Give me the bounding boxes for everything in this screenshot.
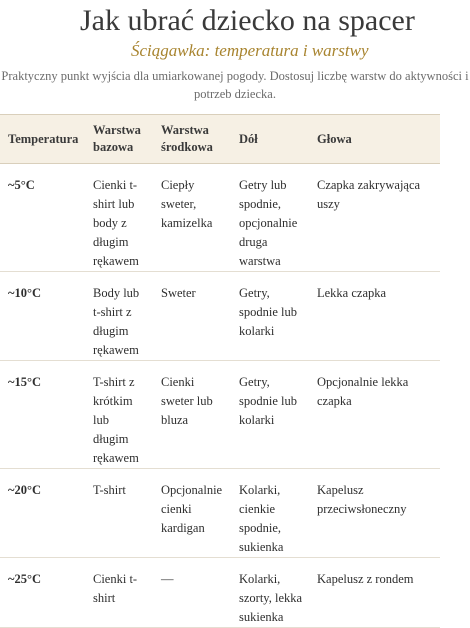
- intro-text: Praktyczny punkt wyjścia dla umiarkowanej pogody. Dostosuj liczbę warstw do aktywności i potrzeb dziecka.: [1, 69, 469, 101]
- cell-bottom: Getry, spodnie lub kolarki: [231, 272, 309, 361]
- table-header-row: [0, 115, 440, 164]
- cell-head: Opcjonalnie lekka czapka: [309, 361, 440, 469]
- column-header-head: Głowa: [317, 131, 352, 146]
- cell-bottom: Getry lub spodnie, opcjonalnie druga warstwa: [231, 164, 309, 272]
- cell-temperature: ~20°C: [0, 469, 85, 558]
- cell-head: Kapelusz z rondem: [309, 558, 440, 628]
- page-title: Jak ubrać dziecko na spacer: [80, 4, 415, 37]
- cell-bottom: Getry, spodnie lub kolarki: [231, 361, 309, 469]
- cell-middle-layer: Opcjonalnie cienki kardigan: [153, 469, 231, 558]
- table-row: [0, 469, 440, 558]
- cell-bottom: Kolarki, szorty, lekka sukienka: [231, 558, 309, 628]
- cell-temperature: ~5°C: [0, 164, 85, 272]
- cell-head: Lekka czapka: [309, 272, 440, 361]
- table-header: [0, 115, 440, 164]
- table-row: [0, 272, 440, 361]
- cell-head: Czapka zakrywająca uszy: [309, 164, 440, 272]
- cell-middle-layer: Sweter: [153, 272, 231, 361]
- cell-middle-layer: Ciepły sweter, kamizelka: [153, 164, 231, 272]
- cell-temperature: ~15°C: [0, 361, 85, 469]
- table-row: [0, 361, 440, 469]
- column-header-bottom: Dół: [239, 131, 258, 146]
- clothing-table-container: [0, 114, 440, 628]
- cell-base-layer: Cienki t-shirt: [85, 558, 153, 628]
- cell-base-layer: Cienki t-shirt lub body z długim rękawem: [85, 164, 153, 272]
- column-header-temperature: Temperatura: [8, 131, 79, 146]
- cell-temperature: ~10°C: [0, 272, 85, 361]
- cell-middle-layer: —: [153, 558, 231, 628]
- column-header-middle-layer: Warstwa środkowa: [161, 123, 213, 154]
- cell-base-layer: T-shirt: [85, 469, 153, 558]
- table-row: [0, 558, 440, 628]
- cell-middle-layer: Cienki sweter lub bluza: [153, 361, 231, 469]
- page-subtitle: Ściągawka: temperatura i warstwy: [131, 41, 369, 60]
- table-row: [0, 164, 440, 272]
- table-body: [0, 164, 440, 628]
- clothing-table: [0, 114, 440, 628]
- column-header-base-layer: Warstwa bazowa: [93, 123, 141, 154]
- cell-base-layer: T-shirt z krótkim lub długim rękawem: [85, 361, 153, 469]
- cell-head: Kapelusz przeciwsłoneczny: [309, 469, 440, 558]
- cell-temperature: ~25°C: [0, 558, 85, 628]
- cell-bottom: Kolarki, cienkie spodnie, sukienka: [231, 469, 309, 558]
- cell-base-layer: Body lub t-shirt z długim rękawem: [85, 272, 153, 361]
